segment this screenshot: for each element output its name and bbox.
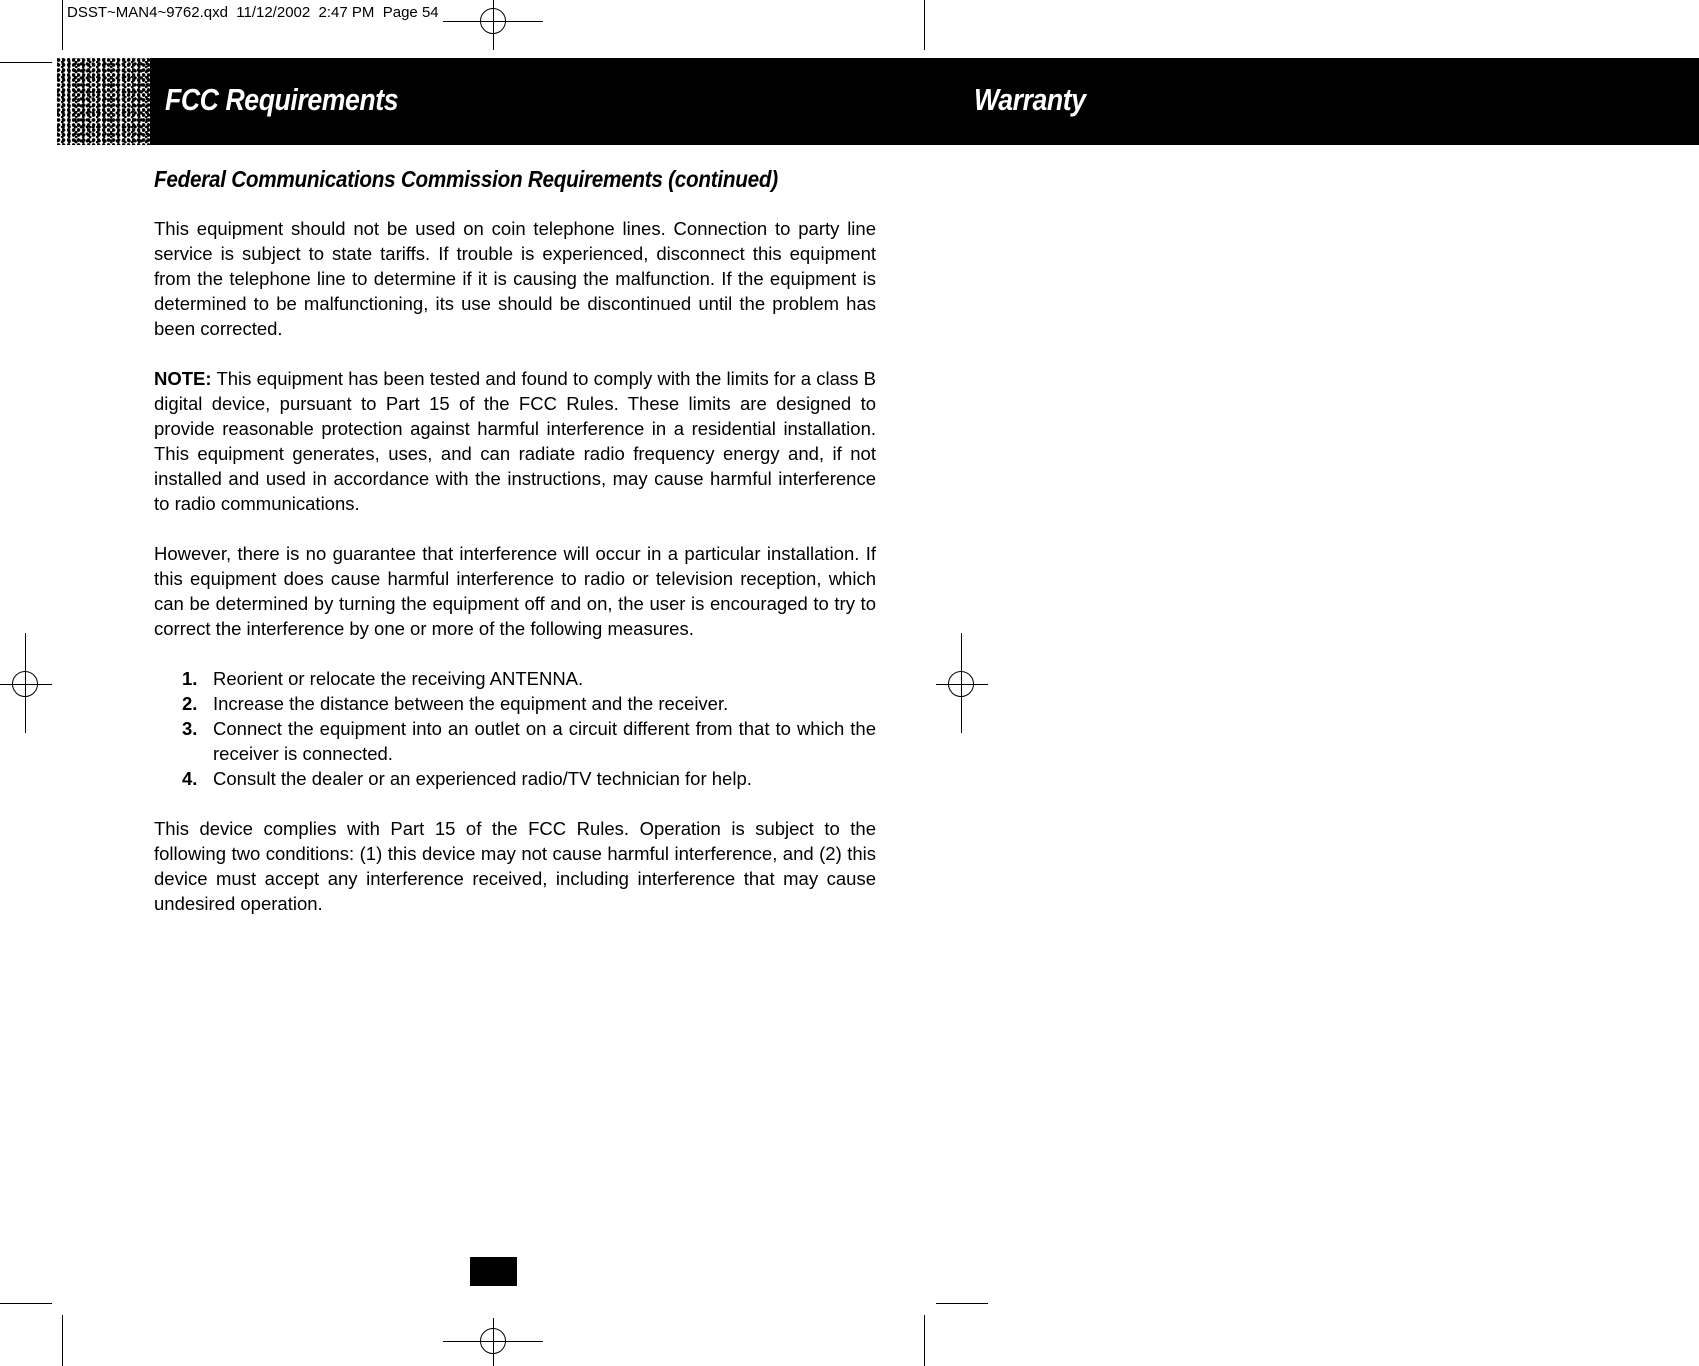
list-item-text: Consult the dealer or an experienced radio/TV technician for help. — [213, 768, 752, 789]
section-title: Federal Communications Commission Requirements (continued) — [154, 166, 778, 192]
header-title-fcc: FCC Requirements — [165, 82, 399, 117]
list-item-number: 1. — [182, 668, 198, 689]
list-item-number: 3. — [182, 718, 198, 739]
list-item — [182, 766, 876, 791]
paragraph-part15: This device complies with Part 15 of the FCC Rules. Operation is subject to the following two conditions: (1) this device may not cause harmful interference, and (2) this device must accept any interference received, including interference that may cause undesired operation. — [154, 818, 876, 914]
list-item-text: Reorient or relocate the receiving ANTENNA. — [213, 668, 584, 689]
list-item-text: Increase the distance between the equipment and the receiver. — [213, 693, 729, 714]
printer-slug: DSST~MAN4~9762.qxd 11/12/2002 2:47 PM Page 54 — [67, 4, 439, 21]
list-item — [182, 691, 876, 716]
header-title-warranty: Warranty — [974, 82, 1086, 117]
list-item — [182, 666, 876, 691]
page-number-tab — [470, 1257, 517, 1286]
list-item-number: 2. — [182, 693, 198, 714]
note-label: NOTE: — [154, 368, 212, 389]
paragraph-interference: However, there is no guarantee that interference will occur in a particular installation. If this equipment does cause harmful interference to radio or television reception, which can be determined by turning the equipment off and on, the user is encouraged to try to correct the interference by one or more of the following measures. — [154, 543, 876, 639]
halftone-pattern-graphic — [57, 58, 151, 145]
list-item-number: 4. — [182, 768, 198, 789]
paragraph-note — [154, 366, 876, 516]
measures-list — [154, 666, 876, 791]
note-text: This equipment has been tested and found to comply with the limits for a class B digital device, pursuant to Part 15 of the FCC Rules. These limits are designed to provide reasonable protection against harmful interference in a residential installation. This equipment generates, uses, and can radiate radio frequency energy and, if not installed and used in accordance with the instructions, may cause harmful interference to radio communications. — [154, 368, 876, 514]
paragraph-coin-lines: This equipment should not be used on coin telephone lines. Connection to party line service is subject to state tariffs. If trouble is experienced, disconnect this equipment from the telephone line to determine if it is causing the malfunction. If the equipment is determined to be malfunctioning, its use should be discontinued until the problem has been corrected. — [154, 218, 876, 339]
list-item-text: Connect the equipment into an outlet on a circuit different from that to which the receiver is connected. — [213, 718, 876, 764]
main-content — [154, 164, 876, 941]
list-item — [182, 716, 876, 766]
